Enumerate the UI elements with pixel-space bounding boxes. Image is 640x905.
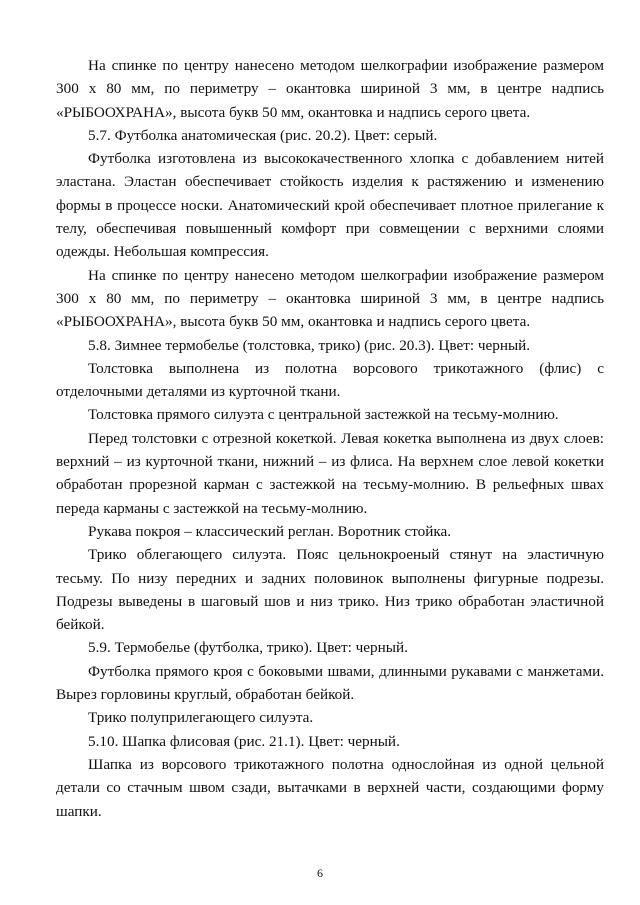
paragraph-sweatshirt-material: Толстовка выполнена из полотна ворсового трикотажного (флис) с отделочными деталями из курточной ткани.: [56, 359, 604, 401]
page-number: 6: [317, 866, 323, 880]
paragraph-fleece-hat: Шапка из ворсового трикотажного полотна однослойная из одной цельной детали со стачным швом сзади, вытачками в верхней части, создающими форму шапки.: [56, 755, 604, 820]
paragraph-print-description: На спинке по центру нанесено методом шелкографии изображение размером 300 х 80 мм, по периметру – окантовка шириной 3 мм, в центре надпись «РЫБООХРАНА», высота букв 50 мм, окантовка и надпись серого цвета.: [56, 266, 604, 331]
paragraph-sleeves-collar: Рукава покроя – классический реглан. Воротник стойка.: [88, 522, 452, 540]
document-body: [56, 54, 604, 823]
paragraph-leggings: Трико облегающего силуэта. Пояс цельнокроеный стянут на эластичную тесьму. По низу передних и задних половинок выполнены фигурные подрезы. Подрезы выведены в шаговый шов и низ трико. Низ трико обработан эластичной бейкой.: [56, 546, 604, 634]
paragraph-tshirt-description: Футболка изготовлена из высококачественного хлопка с добавлением нитей эластана. Эластан обеспечивает стойкость изделия к растяжению и изменению формы в процессе носки. Анатомический крой обеспечивает плотное прилегание к телу, обеспечивая повышенный комфорт при совмещении с верхними слоями одежды. Небольшая компрессия.: [56, 150, 604, 261]
paragraph-print-description: На спинке по центру нанесено методом шелкографии изображение размером 300 х 80 мм, по периметру – окантовка шириной 3 мм, в центре надпись «РЫБООХРАНА», высота букв 50 мм, окантовка и надпись серого цвета.: [56, 57, 604, 121]
paragraph-sweatshirt-silhouette: Толстовка прямого силуэта с центральной застежкой на тесьму-молнию.: [88, 406, 559, 424]
paragraph-sweatshirt-front: Перед толстовки с отрезной кокеткой. Левая кокетка выполнена из двух слоев: верхний – из курточной ткани, нижний – из флиса. На верхнем слое левой кокетки обработан прорезной карман с застежкой на тесьму-молнию. В рельефных швах переда карманы с застежкой на тесьму-молнию.: [56, 429, 604, 517]
paragraph-thermal-tshirt: Футболка прямого кроя с боковыми швами, длинными рукавами с манжетами. Вырез горловины круглый, обработан бейкой.: [56, 662, 604, 704]
section-heading-5-9: 5.9. Термобелье (футболка, трико). Цвет: черный.: [88, 639, 408, 657]
section-heading-5-10: 5.10. Шапка флисовая (рис. 21.1). Цвет: черный.: [88, 732, 400, 750]
section-heading-5-8: 5.8. Зимнее термобелье (толстовка, трико) (рис. 20.3). Цвет: черный.: [88, 336, 531, 354]
paragraph-thermal-leggings: Трико полуприлегающего силуэта.: [88, 709, 314, 727]
section-heading-5-7: 5.7. Футболка анатомическая (рис. 20.2). Цвет: серый.: [88, 126, 438, 144]
